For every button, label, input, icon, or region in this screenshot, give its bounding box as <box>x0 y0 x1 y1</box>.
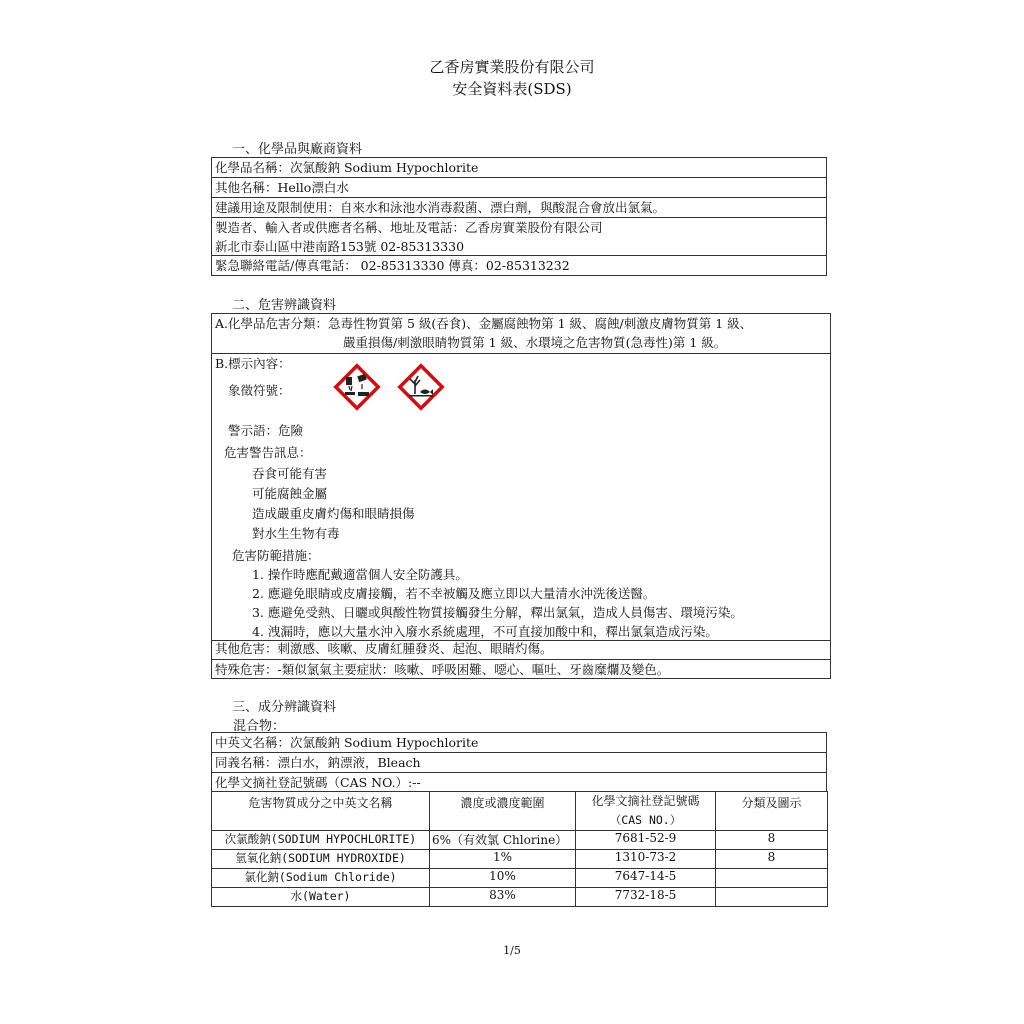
maker-line: 製造者、輸入者或供應者名稱、地址及電話：乙香房實業股份有限公司 <box>215 220 603 235</box>
page-number: 1/5 <box>503 944 521 957</box>
special-hazards-row: 特殊危害：-類似氯氣主要症狀：咳嗽、呼吸困難、噁心、嘔吐、牙齒糜爛及變色。 <box>215 662 670 677</box>
cas-registry-row: 化學文摘社登記號碼（CAS NO.）:-- <box>215 775 421 790</box>
component-class: 8 <box>716 850 828 869</box>
header-name: 危害物質成分之中英文名稱 <box>212 792 430 831</box>
component-concentration: 83% <box>430 888 576 907</box>
emergency-row: 緊急聯絡電話/傳真電話： 02-85313330 傳真：02-85313232 <box>215 258 570 273</box>
section2-title: 二、危害辨識資料 <box>232 298 337 313</box>
corrosion-pictogram-icon <box>332 362 382 412</box>
address-line: 新北市泰山區中港南路153號 02-85313330 <box>215 239 465 254</box>
table-row <box>212 869 828 888</box>
header-classification: 分類及圖示 <box>716 792 828 831</box>
header-cas-sub: （CAS NO.） <box>609 813 682 827</box>
product-name-row: 化學品名稱：次氯酸鈉 Sodium Hypochlorite <box>212 158 826 178</box>
hazard-statement: 可能腐蝕金屬 <box>252 486 328 501</box>
table-header-row <box>212 792 828 831</box>
usage-row: 建議用途及限制使用：自來水和泳池水消毒殺菌、漂白劑，與酸混合會放出氯氣。 <box>212 198 826 218</box>
component-concentration: 10% <box>430 869 576 888</box>
component-cas: 7732-18-5 <box>576 888 716 907</box>
cn-en-name-row: 中英文名稱：次氯酸鈉 Sodium Hypochlorite <box>212 733 826 753</box>
component-class: 8 <box>716 831 828 850</box>
classification-row <box>212 314 830 354</box>
precaution-item: 3. 應避免受熱、日曬或與酸性物質接觸發生分解，釋出氯氣，造成人員傷害、環境污染。 <box>252 605 743 620</box>
header-cas <box>576 792 716 831</box>
component-cas: 1310-73-2 <box>576 850 716 869</box>
mixture-label: 混合物： <box>233 719 286 734</box>
synonyms-row: 同義名稱：漂白水，鈉漂液，Bleach <box>212 753 826 773</box>
header-concentration: 濃度或濃度範圍 <box>430 792 576 831</box>
component-cas: 7681-52-9 <box>576 831 716 850</box>
table-row <box>212 888 828 907</box>
symbol-label: 象徵符號： <box>228 383 291 398</box>
table-row <box>212 831 828 850</box>
environment-pictogram-icon <box>396 362 446 412</box>
component-concentration: 1% <box>430 850 576 869</box>
precautions-title: 危害防範措施： <box>232 548 320 563</box>
component-cas: 7647-14-5 <box>576 869 716 888</box>
other-hazards-row: 其他危害：刺激感、咳嗽、皮膚紅腫發炎、起泡、眼睛灼傷。 <box>212 641 830 660</box>
label-content-row <box>212 354 830 641</box>
component-name: 次氯酸鈉(SODIUM HYPOCHLORITE) <box>212 831 430 850</box>
section3-box <box>211 732 827 792</box>
company-name: 乙香房實業股份有限公司 <box>429 58 595 76</box>
other-name-row: 其他名稱：Hello漂白水 <box>212 178 826 198</box>
precaution-item: 4. 洩漏時，應以大量水沖入廢水系統處理，不可直接加酸中和，釋出氯氣造成污染。 <box>252 624 718 639</box>
hazard-statement: 造成嚴重皮膚灼傷和眼睛損傷 <box>252 506 415 521</box>
component-class <box>716 888 828 907</box>
table-row <box>212 850 828 869</box>
section1-title: 一、化學品與廠商資料 <box>232 142 363 157</box>
component-concentration: 6%（有效氯 Chlorine） <box>430 831 576 850</box>
hazard-statements-title: 危害警告訊息： <box>224 445 312 460</box>
components-table <box>211 791 828 907</box>
section2-box <box>211 313 831 679</box>
maker-row <box>212 218 826 256</box>
component-name: 氯化鈉(Sodium Chloride) <box>212 869 430 888</box>
hazard-statement: 對水生生物有毒 <box>252 526 340 541</box>
header-cas-title: 化學文摘社登記號碼 <box>591 794 700 808</box>
component-class <box>716 869 828 888</box>
component-name: 氫氧化鈉(SODIUM HYDROXIDE) <box>212 850 430 869</box>
document-title: 安全資料表(SDS) <box>452 80 572 98</box>
label-title: B.標示內容： <box>215 356 291 371</box>
section1-box <box>211 157 827 276</box>
classification-line1: A.化學品危害分類：急毒性物質第 5 級(吞食)、金屬腐蝕物第 1 級、腐蝕/刺激皮膚物質第 1 級、 <box>215 316 753 331</box>
component-name: 水(Water) <box>212 888 430 907</box>
classification-line2: 嚴重損傷/刺激眼睛物質第 1 級、水環境之危害物質(急毒性)第 1 級。 <box>343 335 727 350</box>
section3-title: 三、成分辨識資料 <box>232 700 337 715</box>
precaution-item: 1. 操作時應配戴適當個人安全防護具。 <box>252 567 468 582</box>
precaution-item: 2. 應避免眼睛或皮膚接觸，若不幸被觸及應立即以大量清水沖洗後送醫。 <box>252 586 656 601</box>
hazard-statement: 吞食可能有害 <box>252 466 328 481</box>
signal-word: 警示語：危險 <box>228 423 304 438</box>
